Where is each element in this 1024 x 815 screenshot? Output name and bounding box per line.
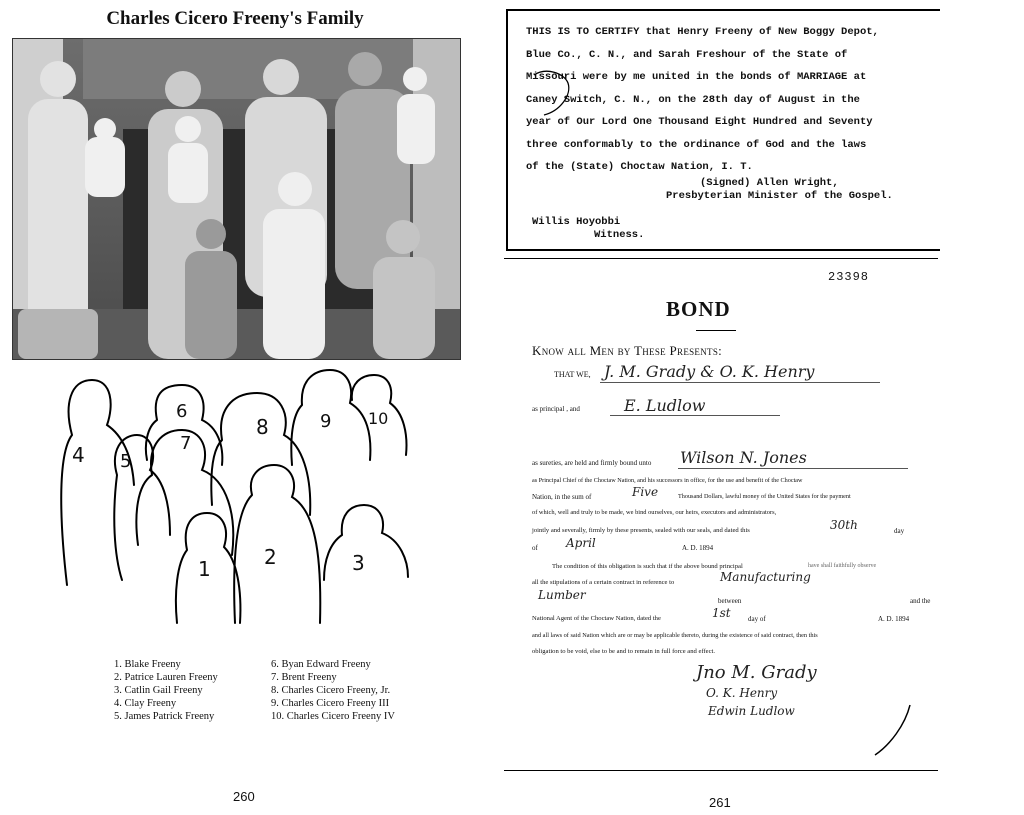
bond-top-rule bbox=[504, 258, 938, 259]
dated-day-handwritten: 1st bbox=[712, 606, 731, 620]
signature-3: Edwin Ludlow bbox=[708, 704, 795, 718]
certificate-line: THIS IS TO CERTIFY that Henry Freeny of New Boggy Depot, bbox=[526, 26, 879, 38]
family-photo bbox=[12, 38, 461, 360]
legend-item: 3. Catlin Gail Freeny bbox=[114, 685, 203, 696]
signed-line-1: (Signed) Allen Wright, bbox=[700, 177, 839, 189]
page-title: Charles Cicero Freeny's Family bbox=[106, 8, 364, 29]
bond-bottom-rule bbox=[504, 770, 938, 771]
sum-written-handwritten: Five bbox=[632, 485, 659, 499]
legend-item: 8. Charles Cicero Freeny, Jr. bbox=[271, 685, 391, 696]
bond-title-rule bbox=[696, 330, 736, 331]
certificate-line: Caney Switch, C. N., on the 28th day of August in the bbox=[526, 93, 860, 106]
certificate-signature bbox=[666, 177, 893, 203]
silhouette-number-7: 7 bbox=[180, 433, 192, 454]
witness-name: Willis Hoyobbi bbox=[532, 216, 621, 228]
principal-chief-line: as Principal Chief of the Choctaw Nation, and his successors in office, for the use and benefit of the Choctaw bbox=[532, 477, 803, 484]
silhouette-number-1: 1 bbox=[198, 557, 211, 581]
silhouette-number-10: 10 bbox=[368, 409, 389, 428]
sureties-line: as sureties, are held and firmly bound unto bbox=[532, 459, 652, 467]
signature-1: Jno M. Grady bbox=[696, 662, 817, 683]
day-suffix-label: day bbox=[894, 527, 905, 535]
payment-line: of which, well and truly to be made, we bind ourselves, our heirs, executors and administrators, bbox=[532, 509, 777, 516]
fill-line bbox=[678, 468, 908, 469]
certificate-line: of the (State) Choctaw Nation, I. T. bbox=[526, 161, 753, 173]
certificate-line: Missouri were by me united in the bonds of MARRIAGE at bbox=[526, 71, 867, 83]
signed-line-2: Presbyterian Minister of the Gospel. bbox=[666, 190, 893, 202]
legend-item: 4. Clay Freeny bbox=[114, 698, 177, 709]
legend-item: 9. Charles Cicero Freeny III bbox=[271, 698, 390, 709]
dated-year-label: A. D. 1894 bbox=[878, 615, 910, 623]
ad-year-label: A. D. 1894 bbox=[682, 544, 714, 552]
page-number-left: 260 bbox=[233, 789, 255, 804]
page-number-right: 261 bbox=[709, 795, 731, 810]
condition-line: The condition of this obligation is such that if the above bound principal bbox=[552, 563, 743, 570]
jointly-line: jointly and severally, firmly by these presents, sealed with our seals, and dated this bbox=[532, 527, 750, 534]
certificate-line: year of Our Lord One Thousand Eight Hundred and Seventy bbox=[526, 116, 873, 128]
as-principal-label: as principal , and bbox=[532, 405, 580, 413]
silhouette-key-diagram bbox=[52, 365, 422, 625]
know-all-men-heading: Know all Men by These Presents: bbox=[532, 343, 723, 358]
day-of-label: day of bbox=[748, 615, 766, 623]
legend-item: 1. Blake Freeny bbox=[114, 659, 181, 670]
stipulations-line: all the stipulations of a certain contract in reference to bbox=[532, 579, 675, 586]
void-line: obligation to be void, else to be and to remain in full force and effect. bbox=[532, 648, 715, 655]
right-page bbox=[500, 0, 1024, 815]
silhouette-number-9: 9 bbox=[320, 411, 332, 432]
silhouette-number-5: 5 bbox=[120, 451, 132, 472]
fill-line bbox=[610, 415, 780, 416]
certificate-line: Blue Co., C. N., and Sarah Freshour of the State of bbox=[526, 48, 848, 61]
laws-line: and all laws of said Nation which are or may be applicable thereto, during the existence of said contract, then this bbox=[532, 632, 818, 639]
legend-column-1 bbox=[114, 658, 218, 723]
national-agent-line: National Agent of the Choctaw Nation, dated the bbox=[532, 615, 661, 622]
marriage-certificate bbox=[506, 9, 940, 251]
and-the-label: and the bbox=[910, 597, 931, 605]
bond-title: BOND bbox=[666, 297, 731, 321]
left-page bbox=[0, 0, 500, 815]
legend-item: 10. Charles Cicero Freeny IV bbox=[271, 711, 395, 722]
surety-name-handwritten: E. Ludlow bbox=[624, 396, 706, 415]
condition-rest: have shall faithfully observe bbox=[808, 563, 877, 569]
silhouette-number-4: 4 bbox=[72, 443, 85, 467]
silhouette-number-3: 3 bbox=[352, 551, 365, 575]
legend-item: 2. Patrice Lauren Freeny bbox=[114, 672, 218, 683]
bound-unto-handwritten: Wilson N. Jones bbox=[680, 448, 807, 467]
certificate-witness bbox=[532, 216, 644, 242]
silhouette-number-6: 6 bbox=[176, 401, 188, 422]
legend-column-2 bbox=[271, 658, 395, 723]
bond-number: 23398 bbox=[828, 270, 870, 284]
family-photo-image bbox=[13, 39, 460, 359]
signature-2: O. K. Henry bbox=[706, 686, 778, 700]
fill-line bbox=[600, 382, 880, 383]
legend-item: 7. Brent Freeny bbox=[271, 672, 337, 683]
day-written-handwritten: 30th bbox=[830, 518, 858, 532]
between-label: between bbox=[718, 597, 742, 605]
sum-line-end: Thousand Dollars, lawful money of the United States for the payment bbox=[678, 493, 851, 500]
contract-subject-handwritten: Manufacturing bbox=[720, 570, 811, 584]
silhouette-outlines bbox=[52, 365, 422, 625]
sum-line-start: Nation, in the sum of bbox=[532, 493, 592, 501]
legend-item: 6. Byan Edward Freeny bbox=[271, 659, 371, 670]
silhouette-number-8: 8 bbox=[256, 415, 269, 439]
legend-item: 5. James Patrick Freeny bbox=[114, 711, 215, 722]
month-written-handwritten: April bbox=[566, 536, 596, 550]
silhouette-number-2: 2 bbox=[264, 545, 277, 569]
signature-flourish bbox=[870, 700, 920, 760]
of-label: of bbox=[532, 544, 538, 552]
principal-names-handwritten: J. M. Grady & O. K. Henry bbox=[604, 362, 815, 381]
contract-subject-2-handwritten: Lumber bbox=[538, 588, 586, 602]
handwritten-correction-mark bbox=[516, 59, 596, 119]
witness-label: Witness. bbox=[594, 229, 645, 241]
that-we-label: THAT WE, bbox=[554, 370, 591, 379]
certificate-line: three conformably to the ordinance of God and the laws bbox=[526, 138, 867, 151]
